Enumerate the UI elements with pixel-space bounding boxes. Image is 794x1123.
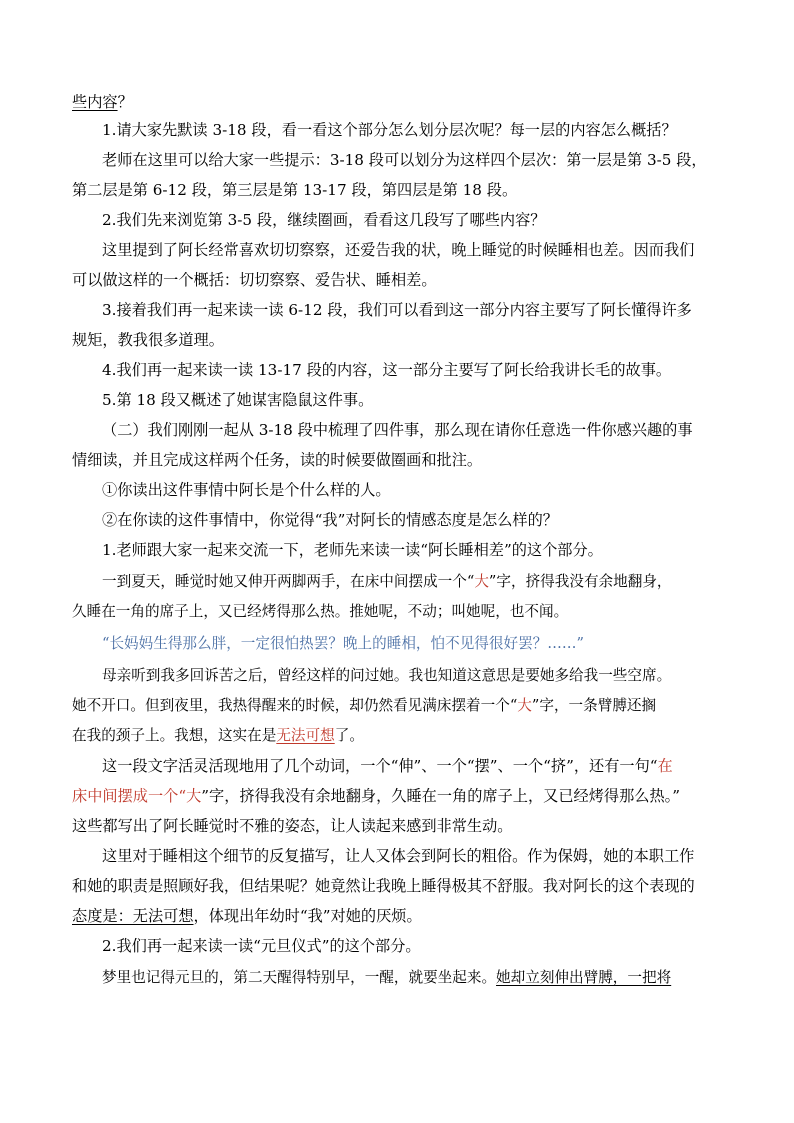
text-line [72,726,364,748]
text-span: 1.请大家先默读 3-18 段，看一看这个部分怎么划分层次呢？每一层的内容怎么概括？ [102,121,677,139]
text-line [72,602,568,624]
text-span: 大 [474,573,489,590]
text-span: 2.我们先来浏览第 3-5 段，继续圈画，看看这几段写了哪些内容？ [102,211,546,229]
text-line [72,756,673,778]
text-span: 大 [517,697,532,714]
text-span: （二）我们刚刚一起从 3-18 段中梳理了四件事，那么现在请你任意选一件你感兴趣的事 [102,421,693,439]
text-span: 母亲听到我多回诉苦之后，曾经这样的问过她。我也知道这意思是要她多给我一些空席。 [102,667,672,684]
text-line [72,92,133,114]
text-span: 这些都写出了阿长睡觉时不雅的姿态，让人读起来感到非常生动。 [72,817,513,835]
text-line [72,906,422,928]
text-span: 1.老师跟大家一起来交流一下，老师先来读一读“阿长睡相差”的这个部分。 [102,541,603,559]
text-span: 梦里也记得元旦的，第二天醒得特别早，一醒，就要坐起来。 [102,969,497,986]
text-span: 和她的职责是照顾好我，但结果呢？她竟然让我晚上睡得极其不舒服。我对阿长的这个表现的 [72,877,695,895]
text-line [72,666,671,688]
text-span: 4.我们再一起来读一读 13-17 段的内容，这一部分主要写了阿长给我讲长毛的故事。 [102,361,672,379]
text-span: 3.接着我们再一起来读一读 6-12 段，我们可以看到这一部分内容主要写了阿长懂得许多 [102,301,692,319]
text-line [72,450,482,472]
text-line [72,846,694,868]
text-span: ②在你读的这件事情中，你觉得“我”对阿长的情感态度是怎么样的？ [102,511,558,529]
text-span: 这一段文字活灵活现地用了几个动词，一个“伸”、一个“摆”、一个“挤”，还有一句“ [102,757,658,775]
text-line [72,270,437,292]
text-span: 规矩，教我很多道理。 [72,331,224,349]
text-line [72,634,584,656]
text-span: 久睡在一角的席子上，又已经烤得那么热。推她呢，不动；叫她呢，也不闻。 [72,603,569,620]
text-span: 在 [657,757,673,775]
text-span: 了。 [334,727,364,744]
text-span: 她不开口。但到夜里，我热得醒来的时候，却仍然看见满床摆着一个“ [72,697,518,714]
text-span: ” [672,787,681,805]
text-span: 情细读，并且完成这样两个任务，读的时候要做圈画和批注。 [72,451,483,469]
text-line [72,786,680,808]
text-span: 床中间摆成一个“ [72,787,187,805]
text-line [72,330,224,352]
text-span: ”字，一条臂膊还搁 [531,697,657,714]
text-span: ①你读出这件事情中阿长是个什么样的人。 [102,481,391,499]
text-span: 一到夏天，睡觉时她又伸开两脚两手，在床中间摆成一个“ [102,573,475,590]
text-span: ？ [117,93,133,111]
text-line [72,150,707,172]
text-line [72,696,656,718]
text-line [72,510,558,532]
text-span: 老师在这里可以给大家一些提示：3-18 段可以划分为这样四个层次：第一层是第 3-5 段， [102,151,707,169]
text-span: ”字，挤得我没有余地翻身， [488,573,672,590]
text-span: 这里提到了阿长经常喜欢切切察察，还爱告我的状，晚上睡觉的时候睡相也差。因而我们 [102,241,695,259]
text-span: 态度是：无法可想 [72,907,194,925]
text-span: 第二层是第 6-12 段，第三层是第 13-17 段，第四层是第 18 段。 [72,181,518,199]
text-span: 无法可想 [276,727,335,744]
text-span: 2.我们再一起来读一读“元旦仪式”的这个部分。 [102,937,421,955]
text-span: “长妈妈生得那么胖，一定很怕热罢？晚上的睡相，怕不见得很好罢？……” [102,635,584,652]
text-line [72,300,692,322]
text-line [72,876,695,898]
text-span: 些内容 [72,93,118,111]
text-line [72,180,517,202]
text-span: 大 [186,787,202,805]
text-span: 在我的颈子上。我想，这实在是 [72,727,277,744]
text-line [72,390,373,412]
text-line [72,540,603,562]
text-line [72,816,512,838]
text-line [72,120,677,142]
text-span: 可以做这样的一个概括：切切察察、爱告状、睡相差。 [72,271,437,289]
text-span: 她却立刻伸出臂膊，一把将 [496,969,672,986]
text-line [72,572,672,594]
text-line [72,360,671,382]
text-line [72,240,694,262]
text-line [72,936,421,958]
text-line [72,420,693,442]
text-span: ，体现出年幼时“我”对她的厌烦。 [193,907,422,925]
text-line [72,210,545,232]
text-line [72,480,391,502]
text-span: 这里对于睡相这个细节的反复描写，让人又体会到阿长的粗俗。作为保姆，她的本职工作 [102,847,695,865]
text-line [72,968,671,990]
text-span: ”字，挤得我没有余地翻身，久睡在一角的席子上，又已经烤得那么热。 [201,787,673,805]
text-span: 5.第 18 段又概述了她谋害隐鼠这件事。 [102,391,374,409]
